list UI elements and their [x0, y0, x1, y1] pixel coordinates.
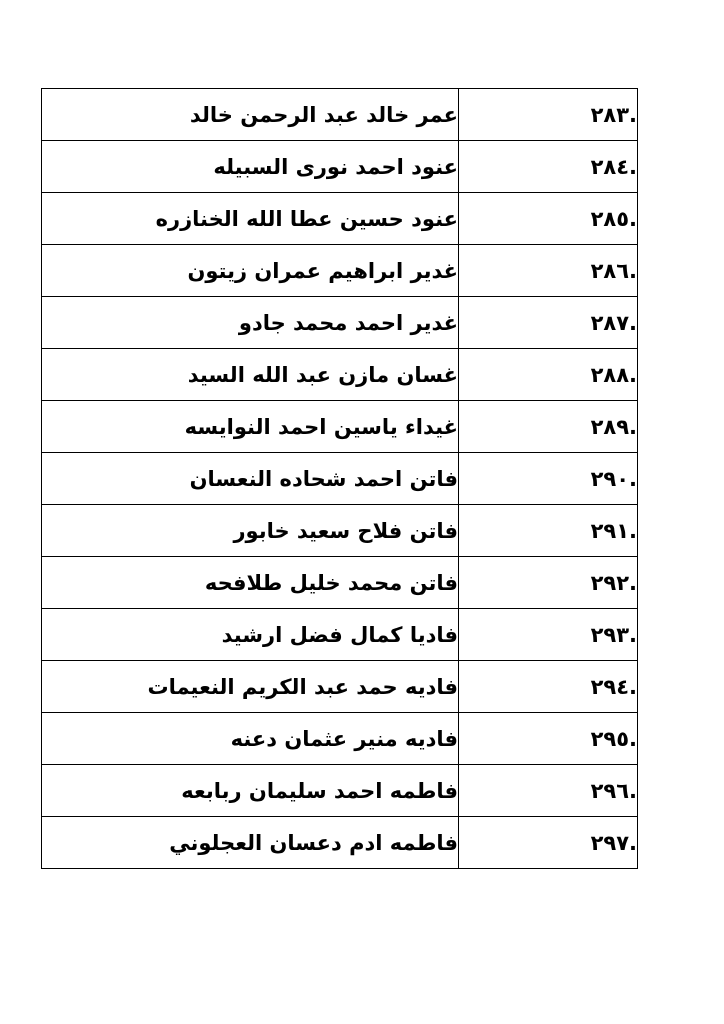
row-number — [459, 401, 638, 453]
table-row — [42, 297, 638, 349]
row-name: فاطمه ادم دعسان العجلوني — [42, 817, 459, 869]
table-row — [42, 557, 638, 609]
row-number — [459, 349, 638, 401]
row-number-text: ٢٨٤. — [590, 154, 637, 179]
row-name: عمر خالد عبد الرحمن خالد — [42, 89, 459, 141]
row-number — [459, 89, 638, 141]
row-number — [459, 713, 638, 765]
row-name: فاطمه احمد سليمان ربابعه — [42, 765, 459, 817]
table-row — [42, 661, 638, 713]
row-name: غسان مازن عبد الله السيد — [42, 349, 459, 401]
row-number-text: ٢٩٣. — [590, 622, 637, 647]
row-number-text: ٢٩١. — [590, 518, 637, 543]
row-number — [459, 609, 638, 661]
row-number — [459, 661, 638, 713]
row-number — [459, 245, 638, 297]
table-row — [42, 765, 638, 817]
row-name: فاتن فلاح سعيد خابور — [42, 505, 459, 557]
row-name: فاتن احمد شحاده النعسان — [42, 453, 459, 505]
table-row — [42, 817, 638, 869]
row-number-text: ٢٩٧. — [590, 830, 637, 855]
row-number — [459, 141, 638, 193]
row-number-text: ٢٨٧. — [590, 310, 637, 335]
row-number-text: ٢٨٥. — [590, 206, 637, 231]
names-table — [41, 88, 638, 869]
table-row — [42, 89, 638, 141]
row-number-text: ٢٩٥. — [590, 726, 637, 751]
row-number — [459, 505, 638, 557]
row-number — [459, 817, 638, 869]
row-number-text: ٢٨٣. — [590, 102, 637, 127]
names-table-body — [42, 89, 638, 869]
row-number-text: ٢٩٢. — [590, 570, 637, 595]
row-name: فاديا كمال فضل ارشيد — [42, 609, 459, 661]
row-name: غدير احمد محمد جادو — [42, 297, 459, 349]
row-number-text: ٢٩٦. — [590, 778, 637, 803]
row-number-text: ٢٩٤. — [590, 674, 637, 699]
row-name: فاديه حمد عبد الكريم النعيمات — [42, 661, 459, 713]
row-name: فاديه منير عثمان دعنه — [42, 713, 459, 765]
row-number-text: ٢٨٨. — [590, 362, 637, 387]
row-number — [459, 453, 638, 505]
table-row — [42, 193, 638, 245]
table-row — [42, 453, 638, 505]
row-number-text: ٢٨٦. — [590, 258, 637, 283]
row-number-text: ٢٨٩. — [590, 414, 637, 439]
row-name: فاتن محمد خليل طلافحه — [42, 557, 459, 609]
row-number — [459, 765, 638, 817]
row-number — [459, 297, 638, 349]
row-name: غيداء ياسين احمد النوايسه — [42, 401, 459, 453]
row-number — [459, 193, 638, 245]
table-row — [42, 349, 638, 401]
table-row — [42, 713, 638, 765]
table-row — [42, 609, 638, 661]
row-number — [459, 557, 638, 609]
table-row — [42, 245, 638, 297]
row-number-text: ٢٩٠. — [590, 466, 637, 491]
table-row — [42, 505, 638, 557]
table-row — [42, 401, 638, 453]
table-row — [42, 141, 638, 193]
row-name: غدير ابراهيم عمران زيتون — [42, 245, 459, 297]
row-name: عنود احمد نورى السبيله — [42, 141, 459, 193]
row-name: عنود حسين عطا الله الخنازره — [42, 193, 459, 245]
